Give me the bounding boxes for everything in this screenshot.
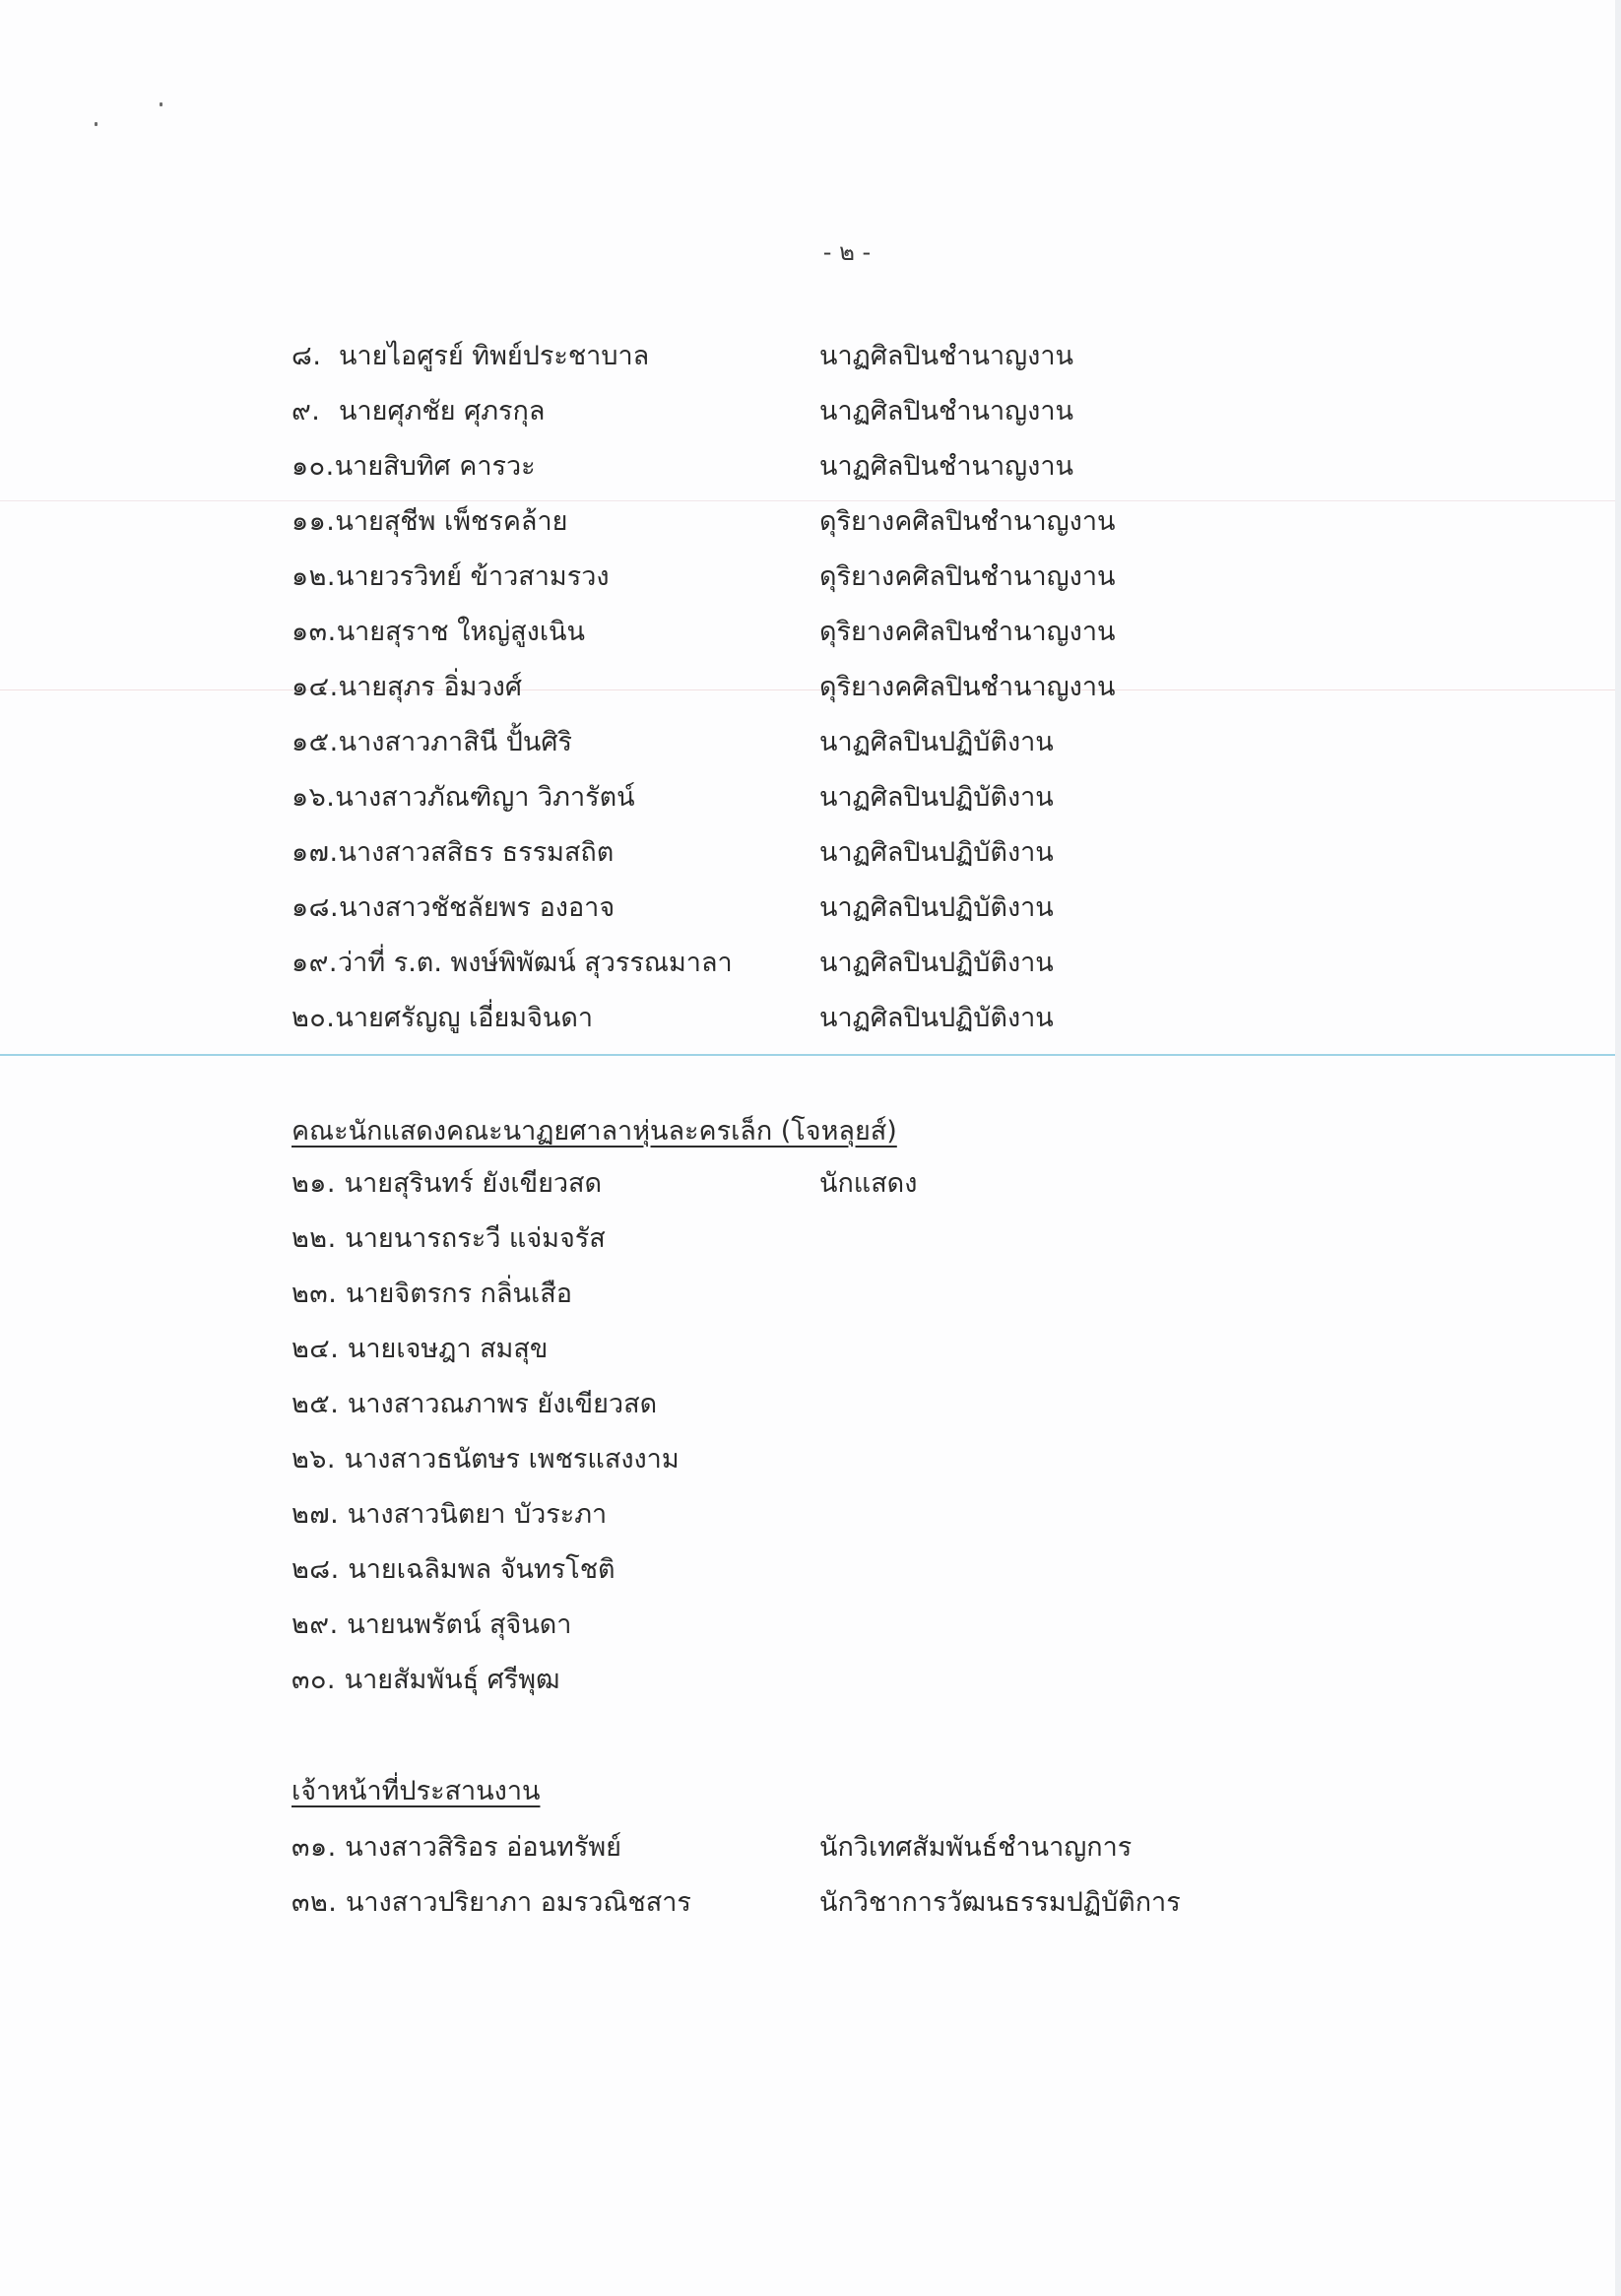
- list-item: [292, 384, 1276, 439]
- scan-speck: [95, 122, 97, 126]
- item-number: ๓๒.: [292, 1887, 338, 1918]
- item-number: ๑๑.: [292, 506, 336, 537]
- list-item: [292, 1322, 1276, 1377]
- scan-edge-shadow: [1615, 0, 1621, 2296]
- position-title: ดุริยางคศิลปินชำนาญงาน: [819, 561, 1116, 592]
- list-item: [292, 1267, 1276, 1322]
- person-name: นายสัมพันธุ์ ศรีพุฒ: [344, 1665, 560, 1695]
- person-name: นางสาวนิตยา บัวระภา: [347, 1499, 608, 1530]
- person-name: นายวรวิทย์ ข้าวสามรวง: [336, 561, 610, 592]
- person-name: นางสาวธนัตษร เพชรแสงงาม: [344, 1444, 680, 1475]
- list-item: [292, 494, 1276, 550]
- item-number: ๒๖.: [292, 1444, 337, 1475]
- person-name: นายศุภชัย ศุภรกุล: [339, 396, 546, 426]
- section-heading-coordinators: เจ้าหน้าที่ประสานงาน: [292, 1776, 541, 1806]
- person-name: นางสาวสิริอร อ่อนทรัพย์: [345, 1832, 621, 1863]
- person-name: นายเจษฎา สมสุข: [347, 1334, 549, 1364]
- position-title: นักวิเทศสัมพันธ์ชำนาญการ: [819, 1832, 1133, 1863]
- position-title: นาฏศิลปินชำนาญงาน: [819, 341, 1073, 371]
- person-name: นายสุรินทร์ ยังเขียวสด: [344, 1168, 603, 1199]
- person-name: นายเฉลิมพล จันทรโชติ: [348, 1554, 616, 1585]
- item-number: ๘.: [292, 341, 322, 371]
- list-item: [292, 1653, 1276, 1708]
- item-number: ๒๑.: [292, 1168, 337, 1199]
- person-name: นางสาวภาสินี ปั้นศิริ: [338, 727, 572, 757]
- scan-artifact-line: [0, 1054, 1615, 1056]
- item-number: ๑๕.: [292, 727, 339, 757]
- item-number: ๒๗.: [292, 1499, 340, 1530]
- person-name: นายสุภร อิ่มวงศ์: [338, 672, 522, 702]
- person-name: นางสาวปริยาภา อมรวณิชสาร: [345, 1887, 691, 1918]
- scan-speck: [160, 102, 162, 106]
- person-name: นายนารถระวี แจ่มจรัส: [345, 1223, 606, 1254]
- list-item: [292, 1820, 1276, 1875]
- person-name: นายสิบทิศ คารวะ: [334, 451, 536, 482]
- list-item: [292, 1156, 1276, 1212]
- item-number: ๑๒.: [292, 561, 337, 592]
- list-item: [292, 715, 1276, 770]
- position-title: นาฏศิลปินปฏิบัติงาน: [819, 892, 1054, 923]
- position-title: นาฏศิลปินชำนาญงาน: [819, 451, 1073, 482]
- list-item: [292, 881, 1276, 936]
- scan-specks: [95, 102, 173, 132]
- list-item: [292, 439, 1276, 494]
- page-number: - ๒ -: [822, 238, 872, 266]
- section-heading-performers: คณะนักแสดงคณะนาฏยศาลาหุ่นละครเล็ก (โจหลุยส์): [292, 1116, 897, 1147]
- person-name: นายสุราช ใหญ่สูงเนิน: [336, 617, 585, 647]
- item-number: ๑๘.: [292, 892, 340, 923]
- position-title: ดุริยางคศิลปินชำนาญงาน: [819, 617, 1116, 647]
- item-number: ๑๐.: [292, 451, 335, 482]
- item-number: ๑๓.: [292, 617, 337, 647]
- position-title: ดุริยางคศิลปินชำนาญงาน: [819, 672, 1116, 702]
- list-item: [292, 1432, 1276, 1487]
- person-name: ว่าที่ ร.ต. พงษ์พิพัฒน์ สุวรรณมาลา: [338, 948, 733, 978]
- item-number: ๒๕.: [292, 1389, 340, 1419]
- person-name: นายจิตรกร กลิ่นเสือ: [345, 1279, 572, 1309]
- item-number: ๒๔.: [292, 1334, 340, 1364]
- item-number: ๑๖.: [292, 782, 336, 813]
- position-title: นาฏศิลปินปฏิบัติงาน: [819, 727, 1054, 757]
- list-item: [292, 936, 1276, 991]
- item-number: ๒๒.: [292, 1223, 337, 1254]
- list-item: [292, 1875, 1276, 1931]
- person-name: นางสาวชัชลัยพร องอาจ: [339, 892, 616, 923]
- item-number: ๒๓.: [292, 1279, 338, 1309]
- position-title: นักวิชาการวัฒนธรรมปฏิบัติการ: [819, 1887, 1181, 1918]
- list-item: [292, 1542, 1276, 1598]
- item-number: ๙.: [292, 396, 321, 426]
- list-item: [292, 550, 1276, 605]
- person-name: นางสาวภัณฑิญา วิภารัตน์: [335, 782, 635, 813]
- position-title: ดุริยางคศิลปินชำนาญงาน: [819, 506, 1116, 537]
- item-number: ๑๔.: [292, 672, 339, 702]
- item-number: ๒๘.: [292, 1554, 340, 1585]
- person-name: นางสาวณภาพร ยังเขียวสด: [347, 1389, 658, 1419]
- item-number: ๑๙.: [292, 948, 338, 978]
- list-item: [292, 825, 1276, 881]
- person-name: นางสาวสสิธร ธรรมสถิต: [338, 837, 615, 868]
- list-item: [292, 1377, 1276, 1432]
- position-title: นาฏศิลปินปฏิบัติงาน: [819, 948, 1054, 978]
- list-item: [292, 605, 1276, 660]
- item-number: ๓๐.: [292, 1665, 337, 1695]
- position-title: นาฏศิลปินปฏิบัติงาน: [819, 837, 1054, 868]
- position-title: นาฏศิลปินปฏิบัติงาน: [819, 782, 1054, 813]
- list-item: [292, 1212, 1276, 1267]
- position-title: นาฏศิลปินปฏิบัติงาน: [819, 1003, 1054, 1033]
- list-item: [292, 770, 1276, 825]
- person-name: นายสุชีพ เพ็ชรคล้าย: [335, 506, 568, 537]
- list-item: [292, 660, 1276, 715]
- person-name: นายนพรัตน์ สุจินดา: [347, 1609, 572, 1640]
- list-item: [292, 1598, 1276, 1653]
- person-name: นายศรัญญู เอี่ยมจินดา: [335, 1003, 594, 1033]
- list-item: [292, 1487, 1276, 1542]
- position-title: นักแสดง: [819, 1168, 918, 1199]
- list-item: [292, 991, 1276, 1046]
- item-number: ๒๙.: [292, 1609, 339, 1640]
- item-number: ๒๐.: [292, 1003, 336, 1033]
- item-number: ๑๗.: [292, 837, 339, 868]
- person-name: นายไอศูรย์ ทิพย์ประชาบาล: [339, 341, 650, 371]
- item-number: ๓๑.: [292, 1832, 337, 1863]
- list-item: [292, 329, 1276, 384]
- position-title: นาฏศิลปินชำนาญงาน: [819, 396, 1073, 426]
